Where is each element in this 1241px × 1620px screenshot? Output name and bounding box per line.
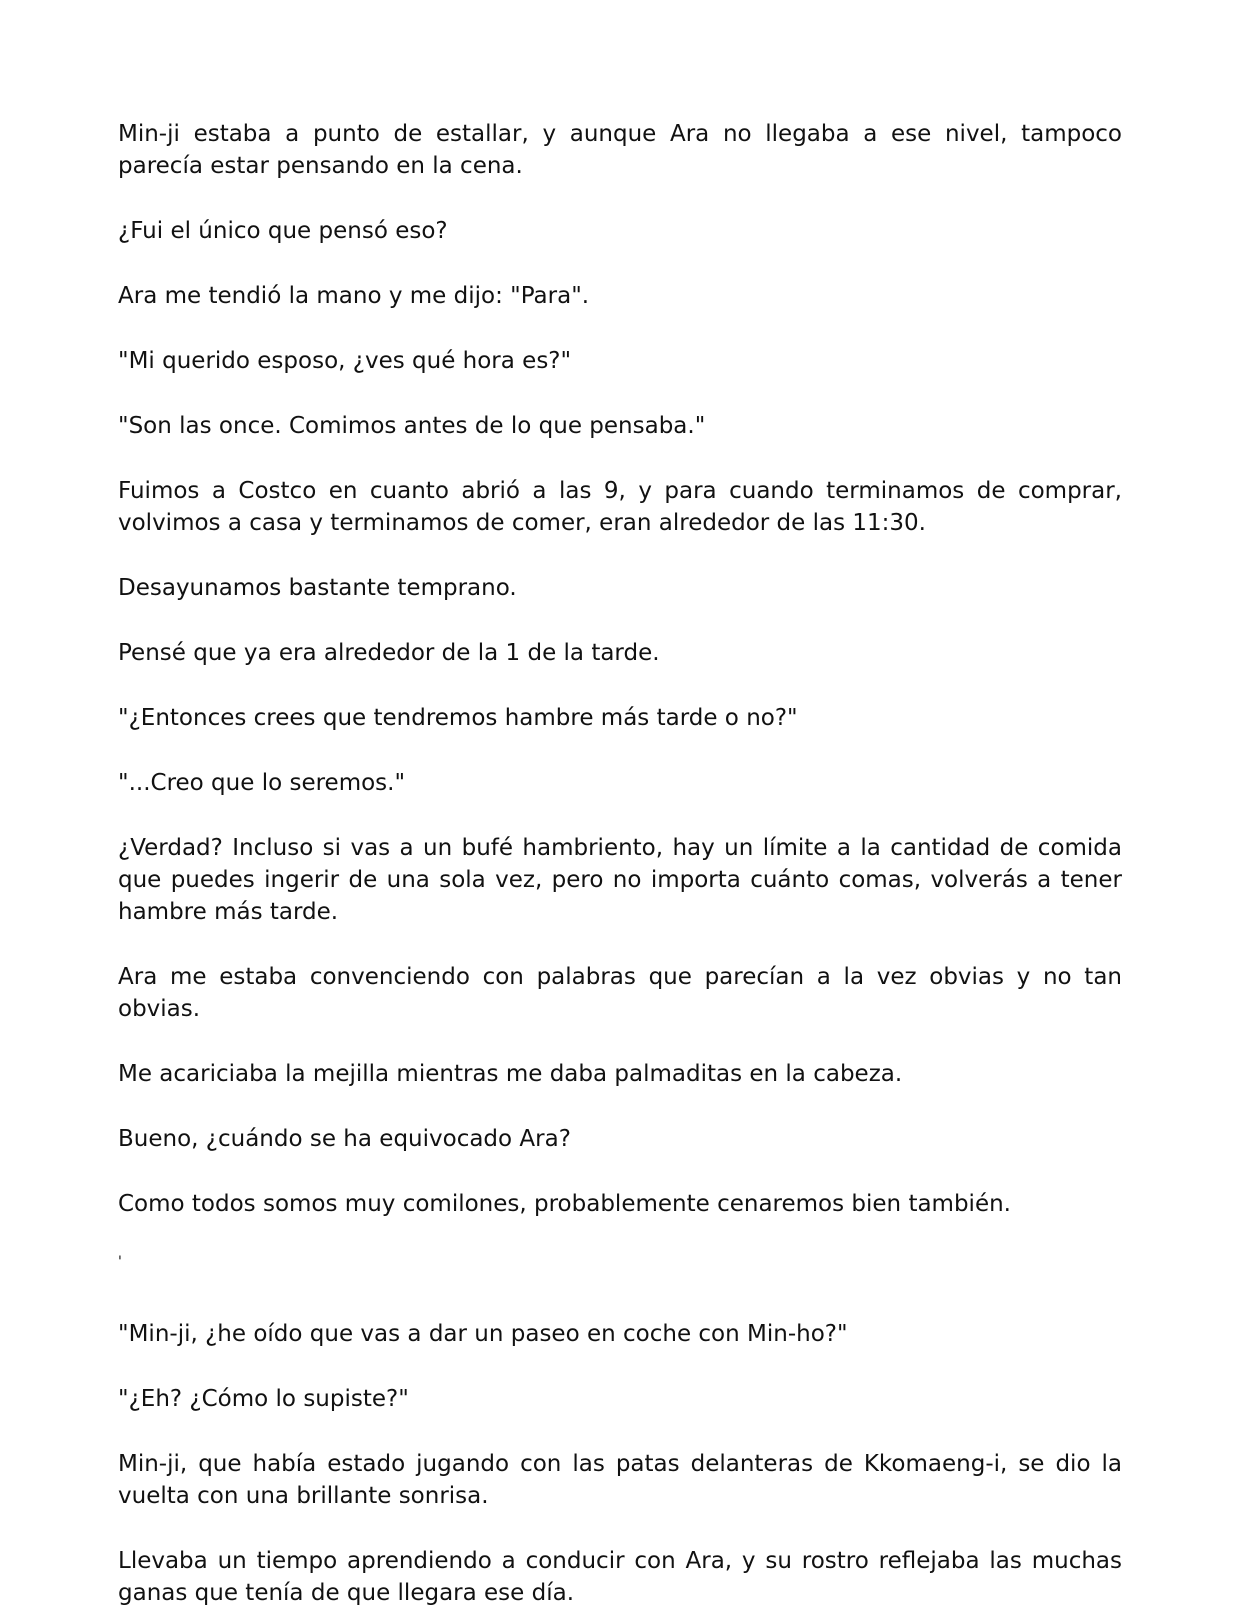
paragraph: Llevaba un tiempo aprendiendo a conducir con Ara, y su rostro reflejaba las muchas ganas que tenía de que llegara ese día.	[118, 1548, 1122, 1606]
paragraph: Desayunamos bastante temprano.	[118, 575, 517, 601]
paragraph: ¿Fui el único que pensó eso?	[118, 218, 448, 244]
paragraph: "¿Eh? ¿Cómo lo supiste?"	[118, 1386, 409, 1412]
paragraph: "¿Entonces crees que tendremos hambre más tarde o no?"	[118, 705, 798, 731]
paragraph: Ara me tendió la mano y me dijo: "Para".	[118, 283, 590, 309]
paragraph: Min-ji, que había estado jugando con las patas delanteras de Kkomaeng-i, se dio la vuelta con una brillante sonrisa.	[118, 1451, 1122, 1509]
paragraph: "...Creo que lo seremos."	[118, 770, 406, 796]
paragraph: Min-ji estaba a punto de estallar, y aunque Ara no llegaba a ese nivel, tampoco parecía estar pensando en la cena.	[118, 121, 1122, 179]
paragraph: "Min-ji, ¿he oído que vas a dar un paseo en coche con Min-ho?"	[118, 1321, 848, 1347]
paragraph: ¿Verdad? Incluso si vas a un bufé hambriento, hay un límite a la cantidad de comida que puedes ingerir de una sola vez, pero no importa cuánto comas, volverás a tener hambre más tarde.	[118, 835, 1122, 925]
body-text	[118, 118, 1122, 1609]
scene-break	[118, 1253, 1122, 1318]
paragraph: Pensé que ya era alrededor de la 1 de la tarde.	[118, 640, 660, 666]
paragraph: Bueno, ¿cuándo se ha equivocado Ara?	[118, 1126, 571, 1152]
paragraph: "Mi querido esposo, ¿ves qué hora es?"	[118, 348, 572, 374]
paragraph: Me acariciaba la mejilla mientras me daba palmaditas en la cabeza.	[118, 1061, 903, 1087]
paragraph: "Son las once. Comimos antes de lo que pensaba."	[118, 413, 706, 439]
paragraph: Fuimos a Costco en cuanto abrió a las 9, y para cuando terminamos de comprar, volvimos a casa y terminamos de comer, eran alrededor de las 11:30.	[118, 478, 1122, 536]
paragraph: Como todos somos muy comilones, probablemente cenaremos bien también.	[118, 1191, 1011, 1217]
paragraph: Ara me estaba convenciendo con palabras que parecían a la vez obvias y no tan obvias.	[118, 964, 1122, 1022]
scene-break-mark: '	[118, 1254, 122, 1270]
